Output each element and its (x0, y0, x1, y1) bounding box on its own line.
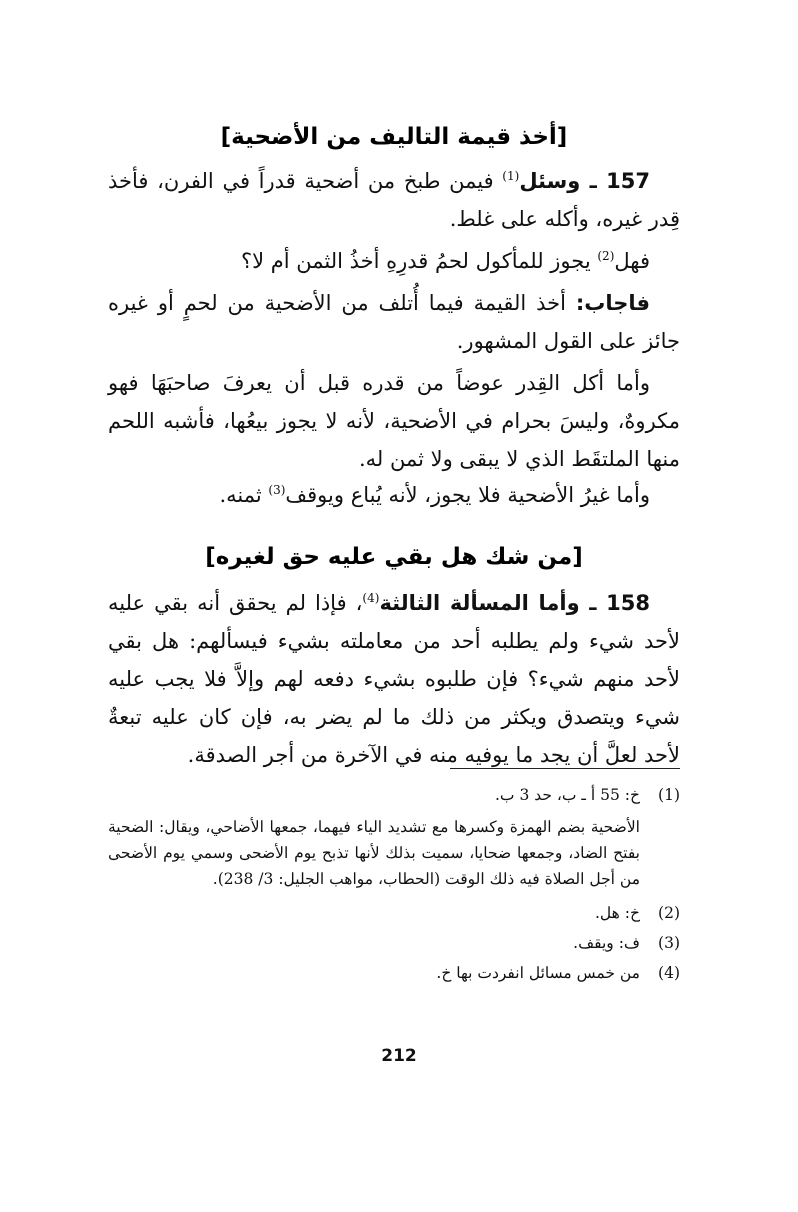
paragraph-question (108, 242, 680, 280)
page-number: 212 (381, 1046, 417, 1066)
footnote-3-text: ف: ويقف. (573, 934, 640, 952)
footnote-ref-4: (4) (362, 591, 380, 605)
question-number-158: 158 ـ وأما المسألة الثالثة (379, 591, 650, 615)
footnote-ref-1: (1) (502, 169, 520, 183)
footnote-1-number: (1) (658, 786, 680, 804)
other-start: وأما غيرُ الأضحية فلا يجوز، لأنه يُباع ويوقف (285, 483, 650, 507)
paragraph-158 (108, 584, 680, 774)
footnote-3 (108, 930, 680, 956)
paragraph-eating: وأما أكل القِدر عوضاً من قدره قبل أن يعرفَ صاحبَهَا فهو مكروهٌ، وليسَ بحرام في الأضحية، لأنه لا يجوز بيعُها، فأشبه اللحم منها الملتقَط الذي لا يبقى ولا ثمن له. (108, 371, 680, 471)
footnote-4-number: (4) (658, 964, 680, 982)
answer-label: فاجاب: (575, 291, 650, 315)
question-start: فهل (614, 249, 650, 273)
answer-text: أخذ القيمة فيما أُتلف من الأضحية من لحمٍ أو غيره جائز على القول المشهور. (108, 291, 680, 353)
section-heading-2: [من شك هل بقي عليه حق لغيره] (205, 544, 583, 570)
footnote-1-continuation: الأضحية بضم الهمزة وكسرها مع تشديد الياء فيهما، جمعها الأضاحي، ويقال: الضحية بفتح الضاد، وجمعها ضحايا، سميت بذلك لأنها تذبح يوم الأضحى وسمي يوم الأضحى من أجل الصلاة فيه ذلك الوقت (الحطاب، مواهب الجليل: 3/ 238). (108, 818, 640, 888)
question-rest: يجوز للمأكول لحمُ قدرِهِ أخذُ الثمن أم لا؟ (240, 249, 598, 273)
footnote-2-number: (2) (658, 904, 680, 922)
footnote-2 (108, 900, 680, 926)
footnote-2-text: خ: هل. (595, 904, 640, 922)
paragraph-answer (108, 284, 680, 360)
section-heading-1: [أخذ قيمة التاليف من الأضحية] (220, 124, 568, 150)
paragraph-158-text: ، فإذا لم يحقق أنه بقي عليه لأحد شيء ولم يطلبه أحد من معاملته بشيء فيسألهم: هل بقي لأحد منهم شيء؟ فإن طلبوه بشيء دفعه لهم وإلاَّ فلا يجب عليه شيء ويتصدق ويكثر من ذلك ما لم يضر به، فإن كان عليه تبعةٌ لأحد لعلَّ أن يجد ما يوفيه منه في الآخرة من أجر الصدقة. (108, 591, 680, 767)
footnote-divider (450, 768, 680, 769)
footnote-ref-2: (2) (597, 249, 615, 263)
other-rest: ثمنه. (219, 483, 269, 507)
paragraph-157-text: فيمن طبخ من أضحية قدراً في الفرن، فأخذ قِدر غيره، وأكله على غلط. (108, 169, 680, 231)
footnotes (108, 782, 680, 986)
footnote-ref-3: (3) (268, 483, 286, 497)
footnote-1 (108, 782, 680, 808)
footnote-3-number: (3) (658, 934, 680, 952)
footnote-1-text: خ: 55 أ ـ ب، حد 3 ب. (494, 786, 640, 804)
footnote-4-text: من خمس مسائل انفردت بها خ. (436, 964, 640, 982)
paragraph-157 (108, 162, 680, 238)
footnote-4 (108, 960, 680, 986)
question-number-157: 157 ـ وسئل (519, 169, 650, 193)
paragraph-other (108, 476, 680, 514)
